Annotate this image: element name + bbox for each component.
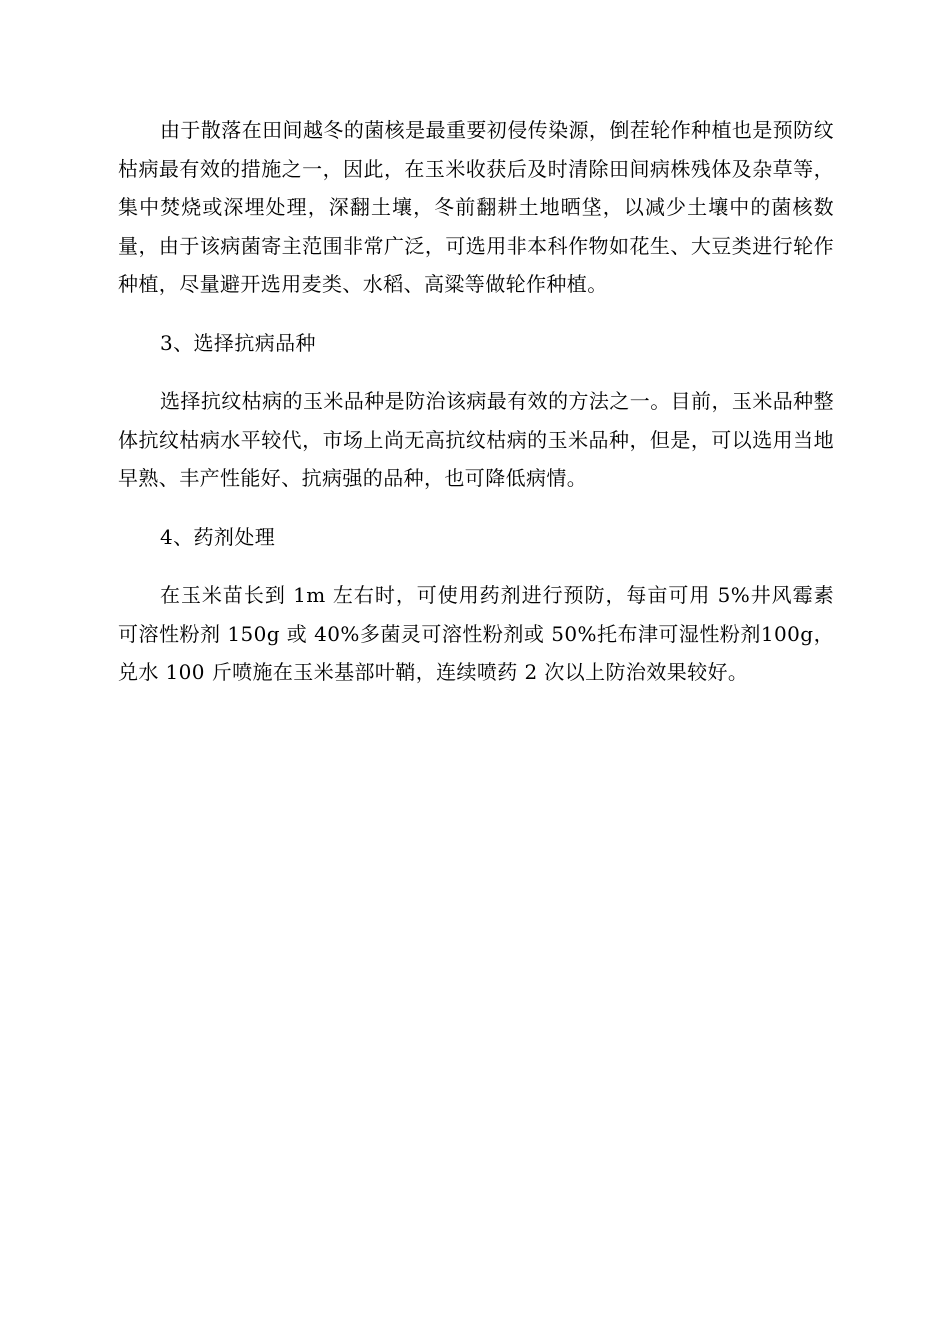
paragraph-resistant-varieties: 选择抗纹枯病的玉米品种是防治该病最有效的方法之一。目前，玉米品种整体抗纹枯病水平较代，市场上尚无高抗纹枯病的玉米品种，但是，可以选用当地早熟、丰产性能好、抗病强的品种，也可降低病情。	[118, 389, 834, 490]
paragraph-chemical-treatment: 在玉米苗长到 1m 左右时，可使用药剂进行预防，每亩可用 5%井风霉素可溶性粉剂 150g 或 40%多菌灵可溶性粉剂或 50%托布津可湿性粉剂100g，兑水 100 斤喷施在玉米基部叶鞘，连续喷药 2 次以上防治效果较好。	[118, 583, 834, 684]
paragraph-crop-rotation: 由于散落在田间越冬的菌核是最重要初侵传染源，倒茬轮作种植也是预防纹枯病最有效的措施之一，因此，在玉米收获后及时清除田间病株残体及杂草等，集中焚烧或深埋处理，深翻土壤，冬前翻耕土地晒垡，以减少土壤中的菌核数量，由于该病菌寄主范围非常广泛，可选用非本科作物如花生、大豆类进行轮作种植，尽量避开选用麦类、水稻、高粱等做轮作种植。	[118, 118, 834, 296]
section-heading-resistant-varieties: 3、选择抗病品种	[160, 330, 316, 355]
document-body	[118, 111, 834, 712]
section-heading-chemical-treatment: 4、药剂处理	[160, 524, 276, 549]
